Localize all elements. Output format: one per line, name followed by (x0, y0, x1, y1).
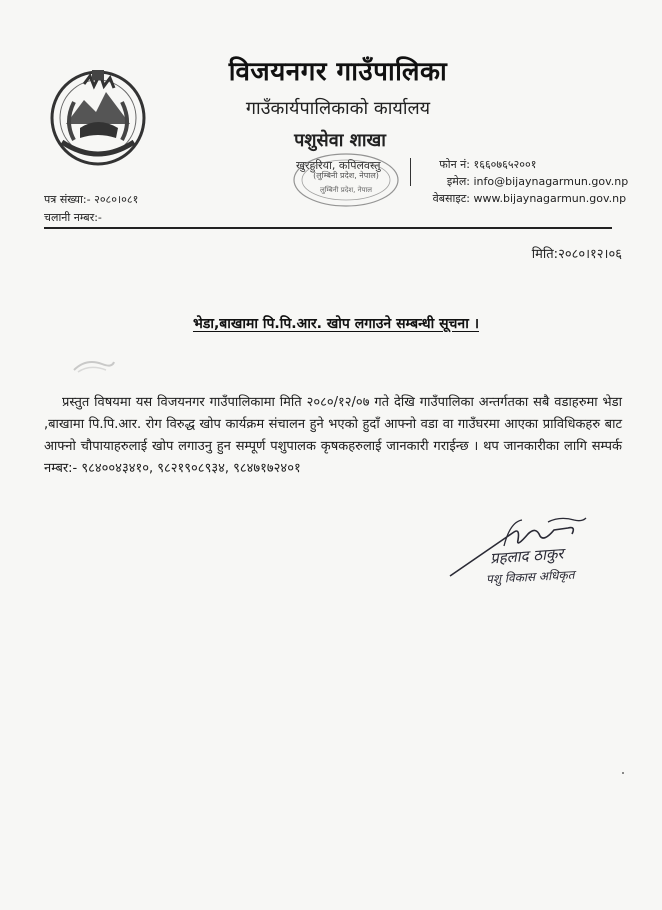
municipality-name: विजयनगर गाउँपालिका (228, 57, 448, 87)
seal-text-bottom: लुम्बिनी प्रदेश, नेपाल (319, 186, 373, 194)
dispatch-number (44, 210, 102, 225)
letter-number-label: पत्र संख्या:- (44, 193, 91, 206)
seal-text-top: (लुम्बिनी प्रदेश, नेपाल) (313, 171, 379, 180)
email-value: info@bijaynagarmun.gov.np (473, 175, 629, 188)
letter-number-value: २०८०।०८१ (94, 193, 139, 206)
website-label: वेबसाइट: (432, 192, 470, 205)
office-seal (290, 150, 402, 210)
email-label: इमेल: (446, 175, 470, 188)
letter-number (44, 192, 138, 207)
website-row (418, 190, 628, 207)
scan-smudge (72, 356, 116, 376)
contact-divider (410, 158, 411, 186)
subject-text: भेडा,बाखामा पि.पि.आर. खोप लगाउने सम्बन्धी सूचना । (192, 316, 479, 332)
phone-value: १६६०७६५२००१ (473, 158, 537, 171)
notice-date: मिति:२०८०।१२।०६ (531, 247, 622, 262)
notice-body: प्रस्तुत विषयमा यस विजयनगर गाउँपालिकामा मिति २०८०/१२/०७ गते देखि गाउँपालिका अन्तर्गतका सबै वडाहरुमा भेडा ,बाखामा पि.पि.आर. रोग विरुद्ध खोप कार्यक्रम संचालन हुने भएको हुदाँ आफ्नो वडा वा गाउँघरमा आएका प्राविधिकहरु बाट आफ्नो चौपायाहरुलाई खोप लगाउनु हुन सम्पूर्ण पशुपालक कृषकहरुलाई जानकारी गराईन्छ । थप जानकारीका लागि सम्पर्क नम्बर:- ९८४००४३४१०, ९८२१९०८९३४, ९८४७१७२४०१ (44, 395, 622, 476)
branch-name: पशुसेवा शाखा (294, 130, 386, 151)
notice-subject (0, 314, 662, 333)
scan-speck (622, 772, 624, 774)
signatory-name: प्रहलाद ठाकुर (489, 544, 565, 568)
office-name: गाउँकार्यपालिकाको कार्यालय (245, 98, 431, 119)
address: खुरहुरिया, कपिलवस्तु (296, 159, 381, 172)
phone-row (418, 156, 628, 173)
dispatch-number-label: चलानी नम्बर:- (44, 211, 102, 224)
website-value: www.bijaynagarmun.gov.np (473, 192, 627, 205)
phone-label: फोन नं: (439, 158, 470, 171)
signatory-title: पशु विकास अधिकृत (485, 567, 575, 587)
header-divider (44, 227, 612, 229)
contact-block (418, 156, 628, 207)
email-row (418, 173, 628, 190)
